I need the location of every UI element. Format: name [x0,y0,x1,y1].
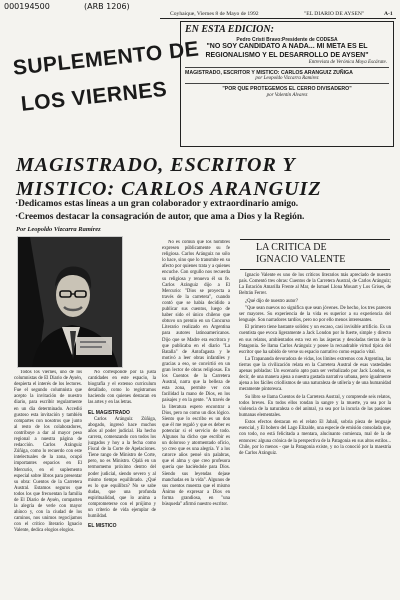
critic-paragraph: "Que sean nuevos no significa que sean jóvenes. De hecho, los tres parecen ser mayores. Su experiencia de la vida es superior a su experiencia del lenguaje. Son narradores tardíos, pero no por ello menos interesantes. [239,305,391,324]
header-city-date: Coyhaique, Viernes 8 de Mayo de 1992 [170,11,259,17]
critic-paragraph: La Trapananda devoradora de vidas, los límites extremos con Argentina, las tierras que la civilización relata en la Carretera Austral de esas vastedades apenas pobladas: Un escenario apto para ser verbalizado por Jack London, es decir, de una manera ajena a nuestra gastada narrativa urbana, pero igualmente ajena a los fáciles criollismos de una naturaleza de utilería y de una humanidad meramente pintoresca. [239,356,391,393]
article-byline: Por Leopoldo Vizcarra Ramírez [16,226,101,233]
handwritten-archive-number: 000194500 [4,2,50,11]
article-column-3-text: No es común que los hombres expresen públicamente su fe religiosa. Carlos Aránguiz no sólo lo hace, sino que lo transmite en su afecto por quienes trata y a quienes encuche. Con orgullo nos recuerda su religiosa y renueva él su fe. Carlos Aránguiz dijo a El Mercurio: "Dios se proyecta a través de la carretera", cuando contó que se había decidido a publicar sus cuentos, luego de haber sido el único chileno que obtuvo un premio en un Concurso Literario realizado en Argentina para autores latinoamericanos. Dijo que se Madre era escritora y que publicaba en el diario "La Batalla" de Antofagasta y le motivó a leer obras infantiles y gracias a eso, se convirtió en un gran lector de obras religiosas. En los Cuentos de la Carretera Austral, narra que la belleza de esta zona, permite ver con facilidad la mano de Dios, en los paisajes y en la gente. "A través de la literatura espero encontrar a Dios, pero no como un dios lógico. Siento que lo escribo es un don que él me regaló y que es deber es potenciar si el servicio de todo. Algunos ha dicho que escribir es un doloroso y atormentado oficio, yo creo que es una alegría. Y a los catorce años pensé sin palabras, que el alma y que creo profesora quería que haciéndole para Dios. Siendo sus leyendas dejase manchadas en la vida". Algunos de sus cuentos muestra que el mismo Ánimo de expresar a Dios en forma grandiosa, en "una búsqueda" afirmó nuestro escritor. [162,240,230,508]
edition-item-3-headline: "POR QUE PROTEGEMOS EL CERRO DIVISADERO" [222,86,352,93]
article-headline-line2: MISTICO: CARLOS ARANGUIZ [16,178,322,200]
article-bullet-2: ·Creemos destacar la consagración de autor, que ama a Dios y la Región. [15,212,305,222]
edition-divider [185,67,389,68]
article-headline-line1: MAGISTRADO, ESCRITOR Y [16,154,296,176]
article-column-3 [162,240,230,598]
article-column-1-text: Todos los viernes, uno de los columnistas de El Diario de Aysén, despierta el interés de los lectores. Fue el segundo columnista que acepto la invitación de nuestro diario, para escribir regularmente en un día determinado. Accedió gustoso esta invitación y también compartes con nosotros que junto al resto de los colaboradores, contribuye a dar al mayor peso regional a nuestra página de redacción. Carlos Aránguiz Zúñiga, como lo recuerdo con este intelectuales de la zona, ocupó importantes espacios en El Mercurio, en el suplemento especial sobre libros para presentar su obra: Cuentos de la Carretera Austral. Estamos seguros que todos los que frecuentan la familia de El Diario de Aysén, comparten la alegría de verle con mayor ahínco y, con la ciudad de los caminos, nos unimos regocijamos con el crítico literario Ignacio Valente, dedica elogios elogios. [14,370,82,534]
edition-item-1-headline: "NO SOY CANDIDATO A NADA... MI META ES EL REGIONALISMO Y EL DESARROLLO DE AYSEN" [205,43,369,59]
edition-box [180,21,394,147]
critic-top-rule [240,239,390,240]
edition-item-2-byline: por Leopoldo Vizcarra Ramírez [255,76,319,82]
critic-title-line2: IGNACIO VALENTE [256,254,346,265]
author-photo-image [18,237,122,367]
article-column-2 [88,370,156,598]
edition-item-1-byline: Entrevista de Verónica Moya Escárate. [308,60,387,65]
critic-paragraph: Su libro se llama Cuentos de la Carretera Austral, y comprende seis relatos, todos breves. En todos ellos rondan la sangre y la muerte, ya sea por la violencia de la naturaleza o del animal, ya sea por la incuria de las pasiones humanas elementales. [239,394,391,418]
critic-mid-rule [240,269,390,270]
article-column-2-text: No corresponde por la justa cantidades en este espacio, la biografía y el extenso curriculum detallado, como lo registramos haciendo con quienes destacan en las artes y en las letras. [88,370,156,406]
critic-body [236,273,394,457]
article-subhead-magistrado: EL MAGISTRADO [88,409,130,416]
edition-item-2-headline: MAGISTRADO, ESCRITOR Y MISTICO: CARLOS ARANGUIZ ZUÑIGA [185,70,353,76]
header-rule [160,18,396,19]
handwritten-archive-code: (ARB 1206) [84,2,130,11]
article-column-2-text-b: Carlos Aránguiz Zúñiga, abogado, ingresó hace muchos años al poder judicial. Ha hecho carrera, comenzando con todos los juzgados y hoy a la fecha como Fiscal de la Corte de Apelaciones. Tiene rango de Ministro de Corte, pero, no es Ministro. Ojalá en un termomemo próximo dentro del poder judicial, siendo severo y al mismo tiempo equilibrado. ¿Qué es lo que equilibra? No se sabe dudas, que una profunda espiritualidad, que lo anima a comprometerse con el prójimo y un criterio de vida ejemplar de humildad. [88,416,156,520]
critic-paragraph: ¿Qué dijo de nuestro autor? [245,298,299,304]
author-photo [17,236,123,368]
article-bullet-1: ·Dedicamos estas líneas a un gran colaborador y extraordinario amigo. [15,199,299,209]
edition-divider [185,83,389,84]
article-column-1 [14,370,82,598]
supplement-title-line2: LOS VIERNES [19,77,169,116]
edition-item-1-kicker: Pedro Cristi Bravo:Presidente de CODESA [236,37,338,43]
critic-paragraph: El primero tiene bastante solidez y un escaso, casi invisible artificio. Es un cuentista que evoca ligeramente a Jack London por lo fuerte, simple y directo en sus relatos, ambientados esta vez en las ásperas y desoladas tierras de la Patagonia. Se llama Carlos Aránguiz y posee la recuadrable virtud típica del escritor que ha sabido de verse su espacio narrativo como espacio vital. [239,325,391,355]
edition-item-3-byline: por Valentín Alvarez [266,93,308,99]
critic-sidebar [236,235,394,598]
header-paper-name: "EL DIARIO DE AYSEN" [304,11,365,17]
article-subhead-mistico: EL MISTICO [88,523,117,530]
critic-paragraph: Estos efectos destacan en el relato El Jabalí, sobria pieza de lenguaje esencial, y El bobero del Lago Elizalde, una especie de emisión consolada que, con todo, no está felicitada a mentara, alucinanto comienza, mal de la de entonces: alguna crónica de la perspectiva de la Patagonia en sus altos estilos... Chile, por lo menos - que la Patagonia existe, y no la conoció por la maestría de Carlos Aránguiz. [239,420,391,456]
header-page-number: A-1 [384,11,393,17]
critic-paragraph: Ignacio Valente es uno de los críticos literarios más apreciado de nuestro país. Comentó tres obras: Cuentos de la Carretera Austral, de Carlos Aránguiz; La Estación Amarilla Frente al Mar, de Ismael Llona Mouart y Los Grises, de Beltrán Ferrer. [239,273,391,297]
edition-box-title: EN ESTA EDICION: [185,24,274,35]
critic-title-line1: LA CRITICA DE [256,242,327,253]
supplement-title-line1: SUPLEMENTO DE [11,37,201,80]
